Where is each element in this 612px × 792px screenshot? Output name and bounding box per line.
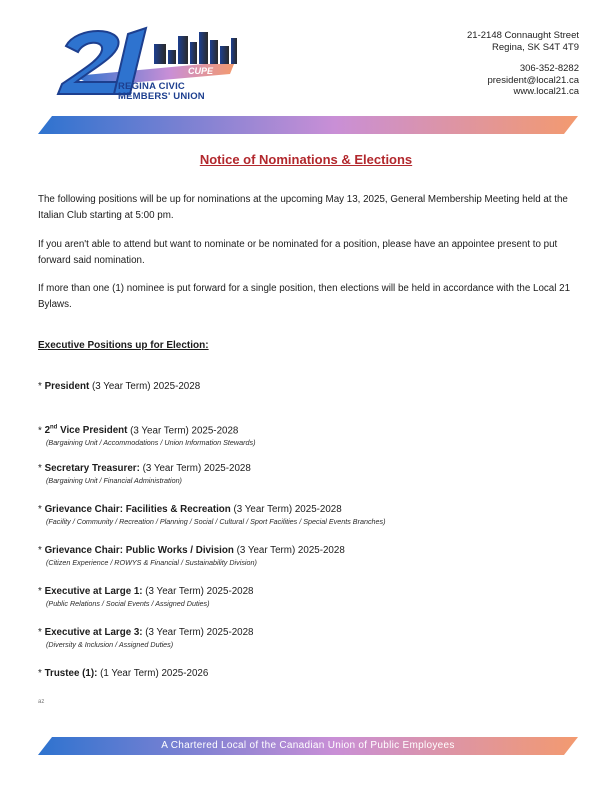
bullet: * [38,627,42,638]
position-term: (3 Year Term) 2025-2028 [89,381,201,392]
bullet: * [38,425,42,437]
list-item [38,545,578,586]
list-item [38,463,578,504]
list-item [38,668,578,709]
elections-paragraph: If more than one (1) nominee is put forward for a single position, then elections will be held in accordance with the Local 21 Bylaws. [38,283,571,310]
address-city: Regina, SK S4T 4T9 [492,41,579,53]
position-duties: (Citizen Experience / ROWYS & Financial / Sustainability Division) [46,558,257,567]
appointee-paragraph: If you aren't able to attend but want to nominate or be nominated for a position, please have an appointee present to put forward said nomination. [38,239,558,266]
header-gradient-band [38,116,578,134]
list-item [38,627,578,668]
contact-address-block [467,30,579,98]
contact-website[interactable]: www.local21.ca [513,86,579,97]
bullet: * [38,504,42,515]
footer-charter-text: A Chartered Local of the Canadian Union of Public Employees [161,740,455,751]
bullet: * [38,463,42,474]
position-term: (3 Year Term) 2025-2028 [127,425,239,437]
position-name: Executive at Large 1: [44,586,143,597]
position-term: (3 Year Term) 2025-2028 [233,545,345,556]
list-item [38,504,578,545]
intro-paragraph: The following positions will be up for nominations at the upcoming May 13, 2025, General Membership Meeting held at the Italian Club starting at 5:00 pm. [38,194,568,221]
contact-email[interactable]: president@local21.ca [487,74,579,86]
position-term: (1 Year Term) 2025-2026 [97,668,209,679]
logo-name-line1: REGINA CIVIC [118,81,185,92]
position-duties: (Bargaining Unit / Accommodations / Union Information Stewards) [46,438,256,448]
page-title: Notice of Nominations & Elections [199,152,413,167]
address-street: 21-2148 Connaught Street [467,30,579,41]
list-item [38,381,578,422]
position-duties: (Diversity & Inclusion / Assigned Duties) [46,640,174,649]
positions-list [38,381,578,709]
list-item [38,586,578,627]
position-duties: (Public Relations / Social Events / Assigned Duties) [46,599,210,608]
list-item [38,422,578,463]
position-name: Executive at Large 3: [44,627,143,638]
position-term: (3 Year Term) 2025-2028 [142,627,254,638]
contact-phone: 306-352-8282 [519,63,579,74]
logo-cupe-text: CUPE [188,66,214,76]
position-name: Grievance Chair: Public Works / Division [44,545,234,556]
position-name: 2nd Vice President [44,425,128,437]
section-heading: Executive Positions up for Election: [38,340,209,351]
logo-organization-name [118,82,238,102]
logo-name-line2: MEMBERS' UNION [118,91,205,102]
bullet: * [38,586,42,597]
typist-initials: az [38,699,45,705]
position-name: Grievance Chair: Facilities & Recreation [44,504,231,515]
bullet: * [38,381,42,392]
position-name: President [44,381,90,392]
position-term: (3 Year Term) 2025-2028 [139,463,251,474]
skyline-icon [154,32,237,64]
position-duties: (Facility / Community / Recreation / Planning / Social / Cultural / Sport Facilities / Special Events Branches) [46,517,386,526]
position-term: (3 Year Term) 2025-2028 [230,504,342,515]
position-duties: (Bargaining Unit / Financial Administration) [46,476,182,485]
position-name: Secretary Treasurer: [44,463,140,474]
position-name: Trustee (1): [44,668,98,679]
bullet: * [38,668,42,679]
bullet: * [38,545,42,556]
position-term: (3 Year Term) 2025-2028 [142,586,254,597]
